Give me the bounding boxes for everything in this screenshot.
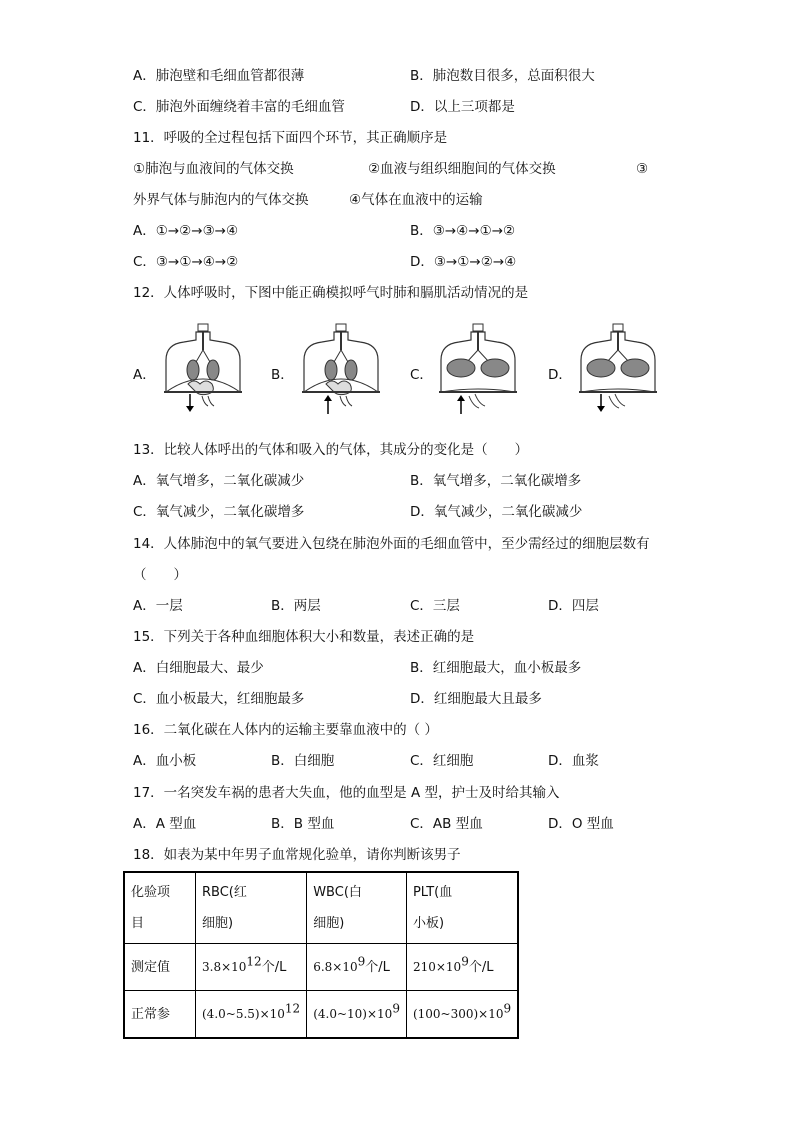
header-item-line2: 目 xyxy=(131,916,145,931)
q11-option-d: D．③→①→②→④ xyxy=(410,254,517,270)
q13-option-b: B．氧气增多，二氧化碳增多 xyxy=(410,473,582,489)
q14-option-c: C．三层 xyxy=(410,598,460,614)
q11-stem: 11．呼吸的全过程包括下面四个环节，其正确顺序是 xyxy=(133,130,448,146)
q17-option-a: A．A 型血 xyxy=(133,816,197,832)
q11-item-3-mark: ③ xyxy=(636,161,649,177)
q14-option-a: A．一层 xyxy=(133,598,183,614)
q13-stem: 13．比较人体呼出的气体和吸入的气体，其成分的变化是（ ） xyxy=(133,442,529,458)
q16-option-b: B．白细胞 xyxy=(271,753,335,769)
q15-option-c: C．血小板最大，红细胞最多 xyxy=(133,691,305,707)
q15-option-a: A．白细胞最大、最少 xyxy=(133,660,264,676)
q16-stem: 16．二氧化碳在人体内的运输主要靠血液中的（ ） xyxy=(133,722,438,738)
q10-option-c: C．肺泡外面缠绕着丰富的毛细血管 xyxy=(133,99,345,115)
blood-test-table xyxy=(123,871,519,1039)
bell-jar-figure-a xyxy=(160,322,260,422)
header-wbc-line2: 细胞) xyxy=(313,916,345,931)
q10-option-d: D．以上三项都是 xyxy=(410,99,515,115)
q17-option-b: B．B 型血 xyxy=(271,816,335,832)
q14-paren: （ ） xyxy=(133,567,187,583)
table-cell: $3.8\times 10^{12}$个/L xyxy=(196,944,307,991)
table-header-cell xyxy=(196,872,307,944)
q11-item-1: ①肺泡与血液间的气体交换 xyxy=(133,161,294,177)
table-cell: $6.8\times 10^9$个/L xyxy=(307,944,407,991)
q10-option-b: B．肺泡数目很多，总面积很大 xyxy=(410,68,595,84)
q17-stem: 17．一名突发车祸的患者大失血，他的血型是 A 型，护士及时给其输入 xyxy=(133,785,560,801)
bell-jar-figure-d xyxy=(575,322,675,422)
q15-option-d: D．红细胞最大且最多 xyxy=(410,691,542,707)
q14-stem: 14．人体肺泡中的氧气要进入包绕在肺泡外面的毛细血管中，至少需经过的细胞层数有 xyxy=(133,536,650,552)
table-cell: $(100\sim 300)\times 10^9$ xyxy=(406,991,518,1039)
q12-stem: 12．人体呼吸时，下图中能正确模拟呼气时肺和膈肌活动情况的是 xyxy=(133,285,529,301)
table-header-cell xyxy=(124,872,196,944)
q16-option-d: D．血浆 xyxy=(548,753,599,769)
q12-option-a: A． xyxy=(133,367,156,383)
q14-option-d: D．四层 xyxy=(548,598,599,614)
q11-option-c: C．③→①→④→② xyxy=(133,254,239,270)
q14-option-b: B．两层 xyxy=(271,598,321,614)
header-rbc-line2: 细胞) xyxy=(202,916,234,931)
header-rbc-line1: RBC(红 xyxy=(202,885,247,900)
q12-option-c: C． xyxy=(410,367,433,383)
q13-option-a: A．氧气增多，二氧化碳减少 xyxy=(133,473,305,489)
q15-stem: 15．下列关于各种血细胞体积大小和数量，表述正确的是 xyxy=(133,629,475,645)
bell-jar-figure-c xyxy=(435,322,535,422)
q11-item-4: ④气体在血液中的运输 xyxy=(349,192,483,208)
table-header-row xyxy=(124,872,518,944)
q15-option-b: B．红细胞最大，血小板最多 xyxy=(410,660,582,676)
table-cell: $210\times 10^9$个/L xyxy=(406,944,518,991)
table-cell: $(4.0\sim 5.5)\times 10^{12}$ xyxy=(196,991,307,1039)
q11-option-a: A．①→②→③→④ xyxy=(133,223,239,239)
q17-option-c: C．AB 型血 xyxy=(410,816,483,832)
q12-option-b: B． xyxy=(271,367,294,383)
q11-item-3: 外界气体与肺泡内的气体交换 xyxy=(133,192,309,208)
q11-item-2: ②血液与组织细胞间的气体交换 xyxy=(368,161,556,177)
bell-jar-figure-b xyxy=(298,322,398,422)
header-wbc-line1: WBC(白 xyxy=(313,885,362,900)
q16-option-a: A．血小板 xyxy=(133,753,197,769)
table-row xyxy=(124,991,518,1039)
q11-option-b: B．③→④→①→② xyxy=(410,223,516,239)
row-label: 测定值 xyxy=(124,944,196,991)
q17-option-d: D．O 型血 xyxy=(548,816,614,832)
q18-stem: 18．如表为某中年男子血常规化验单，请你判断该男子 xyxy=(133,847,461,863)
q10-option-a: A．肺泡壁和毛细血管都很薄 xyxy=(133,68,305,84)
q12-option-d: D． xyxy=(548,367,572,383)
table-header-cell xyxy=(307,872,407,944)
q13-option-c: C．氧气减少，二氧化碳增多 xyxy=(133,504,305,520)
row-label: 正常参 xyxy=(124,991,196,1039)
header-plt-line1: PLT(血 xyxy=(412,885,453,900)
q13-option-d: D．氧气减少，二氧化碳减少 xyxy=(410,504,583,520)
table-header-cell xyxy=(406,872,518,944)
table-cell: $(4.0\sim 10)\times 10^9$ xyxy=(307,991,407,1039)
table-row xyxy=(124,944,518,991)
q16-option-c: C．红细胞 xyxy=(410,753,474,769)
header-item-line1: 化验项 xyxy=(131,885,171,900)
header-plt-line2: 小板) xyxy=(412,916,445,931)
